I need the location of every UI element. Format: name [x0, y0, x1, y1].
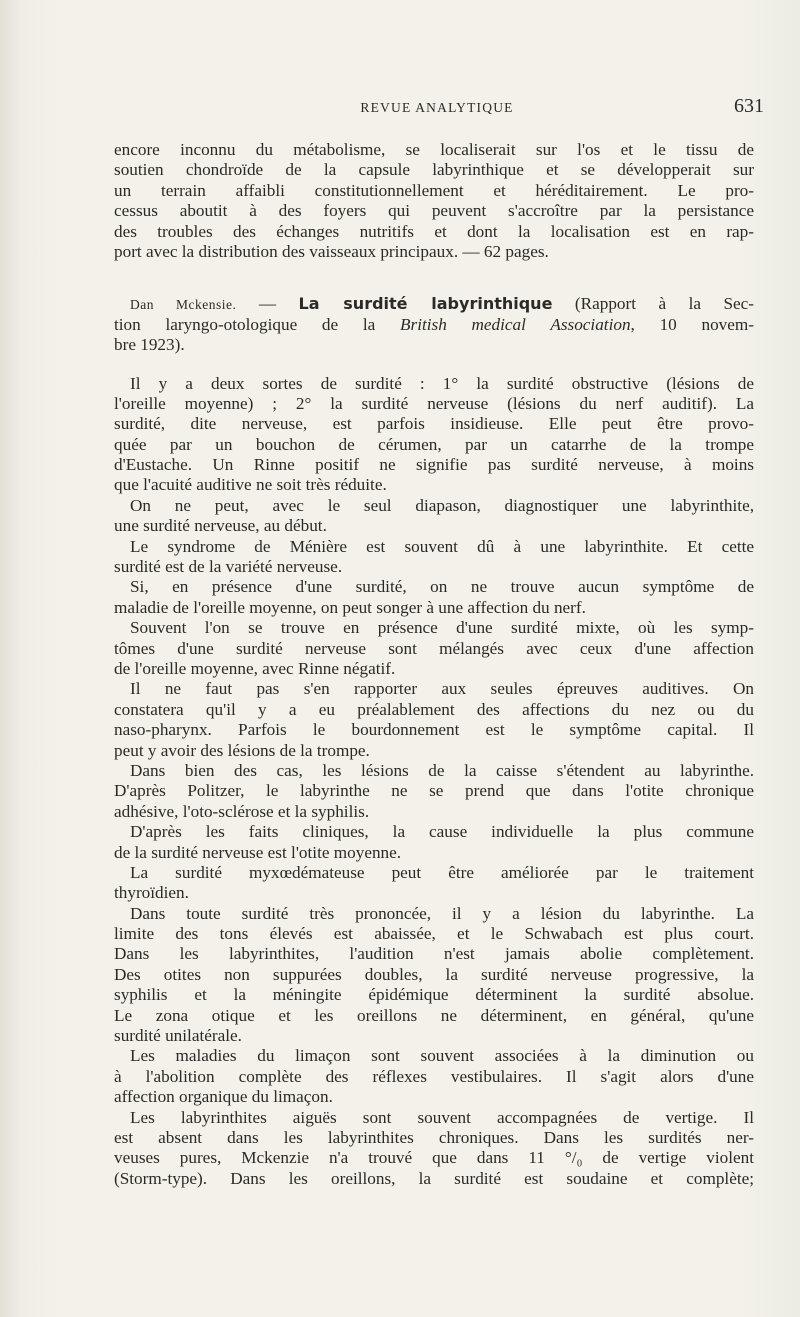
text-line: Des otites non suppurées doubles, la surdité nerveuse progressive, la — [114, 964, 754, 984]
text-line: syphilis et la méningite épidémique déterminent la surdité absolue. — [114, 985, 754, 1005]
text-line: Il ne faut pas s'en rapporter aux seules épreuves auditives. On — [130, 679, 754, 699]
text-line: Le syndrome de Ménière est souvent dû à une labyrinthite. Et cette — [130, 536, 754, 556]
text-line: de la surdité nerveuse est l'otite moyenne. — [114, 842, 402, 862]
citation-line: Dan Mckensie. — La surdité labyrinthique (Rapport à la Sec- — [130, 294, 755, 314]
text-line: Souvent l'on se trouve en présence d'une surdité mixte, où les symp- — [130, 618, 754, 638]
review-text — [114, 374, 754, 1190]
text-line: l'oreille moyenne) ; 2° la surdité nerveuse (lésions du nerf auditif). La — [114, 393, 754, 413]
text-line: d'Eustache. Un Rinne positif ne signifie pas surdité nerveuse, à moins — [114, 455, 754, 475]
text-line: Dans toute surdité très prononcée, il y a lésion du labyrinthe. La — [130, 903, 754, 923]
text-line: Les labyrinthites aiguës sont souvent accompagnées de vertige. Il — [130, 1107, 754, 1127]
text-line: limite des tons élevés est abaissée, et le Schwabach est plus court. — [114, 924, 754, 944]
text-line: On ne peut, avec le seul diapason, diagnostiquer une labyrinthite, — [130, 495, 754, 515]
text-line: Les maladies du limaçon sont souvent associées à la diminution ou — [130, 1046, 754, 1066]
text-line: à l'abolition complète des réflexes vestibulaires. Il s'agit alors d'une — [114, 1066, 754, 1086]
text-line: maladie de l'oreille moyenne, on peut songer à une affection du nerf. — [114, 597, 586, 617]
text-line: quée par un bouchon de cérumen, par un catarrhe de la trompe — [114, 434, 754, 454]
text-line: tômes d'une surdité nerveuse sont mélangés avec ceux d'une affection — [114, 638, 754, 658]
section-gap — [114, 280, 754, 294]
citation-line: bre 1923). — [114, 335, 185, 355]
article-body — [114, 140, 754, 1189]
text-line: peut y avoir des lésions de la trompe. — [114, 740, 370, 760]
text-line: thyroïdien. — [114, 883, 189, 903]
text-line: un terrain affaibli constitutionnellement et héréditairement. Le pro- — [114, 180, 754, 200]
text-line: encore inconnu du métabolisme, se localiserait sur l'os et le tissu de — [114, 140, 754, 159]
text-line: Dans les labyrinthites, l'audition n'est jamais abolie complètement. — [114, 944, 754, 964]
text-line: Si, en présence d'une surdité, on ne trouve aucun symptôme de — [130, 577, 754, 597]
text-line: que l'acuité auditive ne soit très réduite. — [114, 475, 387, 495]
text-line: surdité est de la variété nerveuse. — [114, 557, 343, 577]
text-line: surdité unilatérale. — [114, 1026, 242, 1046]
text-line: surdité, dite nerveuse, est parfois insidieuse. Elle peut être provo- — [114, 414, 754, 434]
citation-journal: British medical Association — [400, 314, 631, 334]
text-line: naso-pharynx. Parfois le bourdonnement est le symptôme capital. Il — [114, 720, 754, 740]
page-header — [110, 96, 764, 120]
text-line: constatera qu'il y a eu préalablement des affections du nez ou du — [114, 699, 754, 719]
citation-block — [114, 294, 754, 355]
text-line: des troubles des échanges nutritifs et dont la localisation est en rap- — [114, 221, 754, 241]
citation-title: La surdité labyrinthique — [298, 294, 553, 314]
text-line: La surdité myxœdémateuse peut être améliorée par le traitement — [130, 862, 754, 882]
section-gap — [114, 356, 754, 374]
page-number: 631 — [734, 95, 764, 117]
text-line: est absent dans les labyrinthites chroniques. Dans les surdités ner- — [114, 1127, 754, 1147]
text-line: D'après Politzer, le labyrinthe ne se prend que dans l'otite chronique — [114, 781, 754, 801]
text-line: affection organique du limaçon. — [114, 1087, 333, 1107]
intro-paragraph — [114, 140, 754, 262]
text-line: de l'oreille moyenne, avec Rinne négatif. — [114, 658, 396, 678]
section-gap — [114, 262, 754, 280]
text-line: Le zona otique et les oreillons ne déterminent, en général, qu'une — [114, 1005, 754, 1025]
text-line: une surdité nerveuse, au début. — [114, 516, 327, 536]
citation-author: Dan Mckensie. — [130, 297, 237, 313]
text-line: soutien chondroïde de la capsule labyrinthique et se développerait sur — [114, 160, 754, 180]
text-line: Il y a deux sortes de surdité : 1° la surdité obstructive (lésions de — [130, 373, 754, 393]
text-line: cessus aboutit à des foyers qui peuvent s'accroître par la persistance — [114, 201, 754, 221]
text-line: Dans bien des cas, les lésions de la caisse s'étendent au labyrinthe. — [130, 760, 754, 780]
citation-line: tion laryngo-otologique de la British medical Association, 10 novem- — [114, 314, 754, 334]
text-line: port avec la distribution des vaisseaux principaux. — 62 pages. — [114, 241, 549, 261]
text-line: adhésive, l'oto-sclérose et la syphilis. — [114, 801, 370, 821]
text-line: (Storm-type). Dans les oreillons, la surdité est soudaine et complète; — [114, 1168, 754, 1188]
text-line: veuses pures, Mckenzie n'a trouvé que dans 11 °/₀ de vertige violent — [114, 1148, 754, 1168]
running-head: REVUE ANALYTIQUE — [360, 100, 514, 115]
text-line: D'après les faits cliniques, la cause individuelle la plus commune — [130, 822, 754, 842]
